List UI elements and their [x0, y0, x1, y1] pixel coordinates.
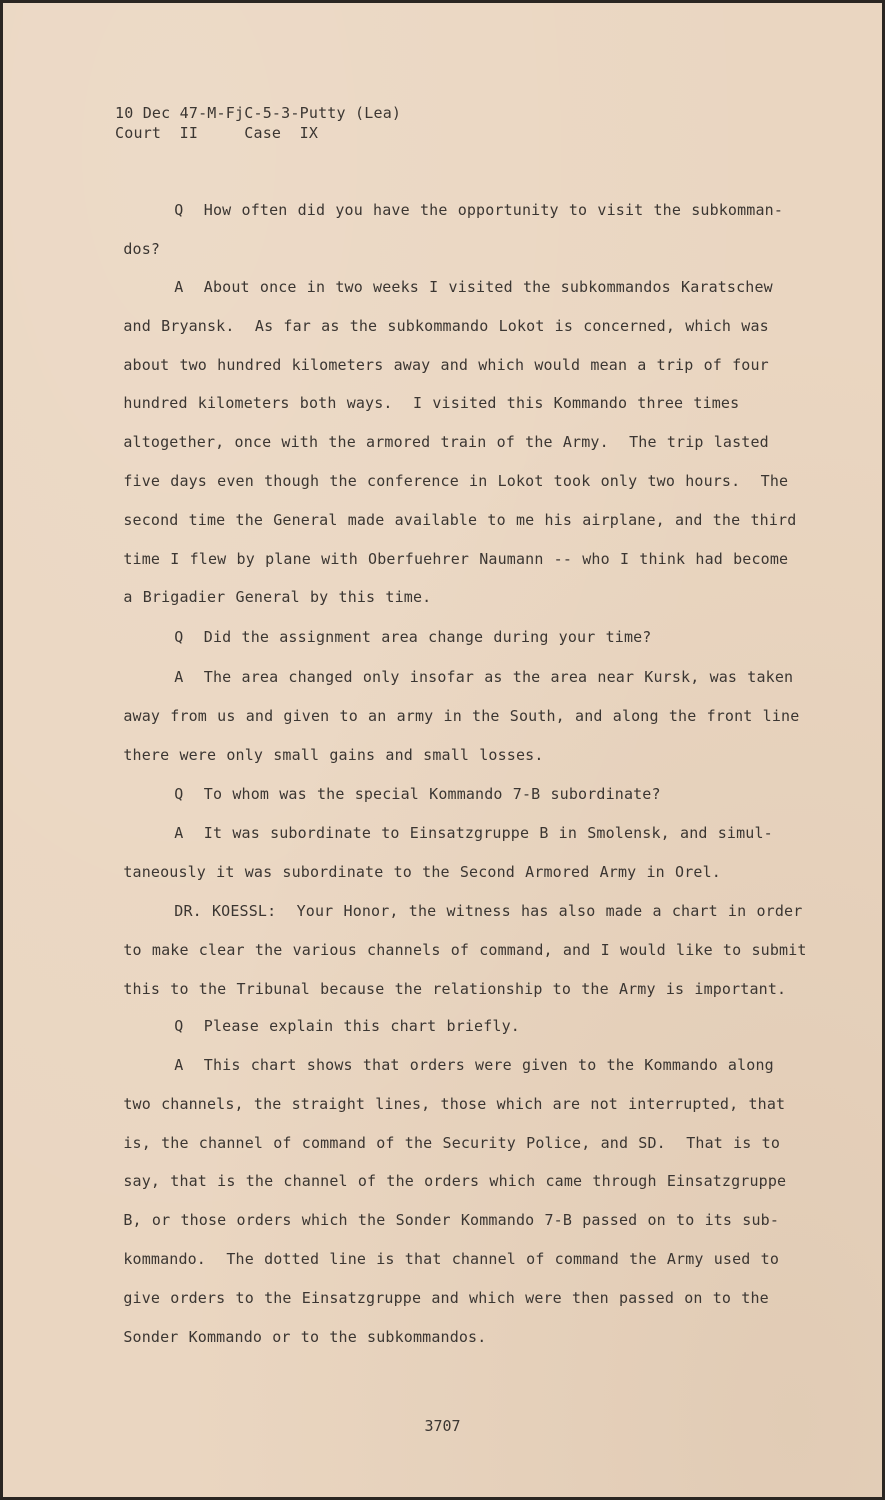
text-line: to make clear the various channels of command, and I would like to submit — [103, 940, 807, 959]
paragraph-question-visit-frequency — [103, 191, 821, 269]
text-line: kommando. The dotted line is that channel of command the Army used to — [103, 1249, 780, 1268]
text-line: Q How often did you have the opportunity to visit the subkomman- — [103, 201, 784, 219]
text-line: DR. KOESSL: Your Honor, the witness has also made a chart in order — [103, 902, 803, 920]
text-line: and Bryansk. As far as the subkommando Lokot is concerned, which was — [103, 316, 769, 335]
text-line: a Brigadier General by this time. — [103, 588, 432, 607]
paragraph-question-explain-chart — [103, 1007, 821, 1046]
text-line: A It was subordinate to Einsatzgruppe B in Smolensk, and simul- — [103, 824, 773, 842]
paragraph-answer-visits — [103, 268, 821, 617]
text-line: second time the General made available to me his airplane, and the third — [103, 510, 797, 529]
text-line: Q To whom was the special Kommando 7-B subordinate? — [103, 785, 661, 803]
text-line: Sonder Kommando or to the subkommandos. — [103, 1327, 487, 1346]
text-line: A The area changed only insofar as the area near Kursk, was taken — [103, 668, 794, 686]
header-court-case-line: Court II Case IX — [115, 124, 319, 142]
text-line: hundred kilometers both ways. I visited this Kommando three times — [103, 394, 740, 413]
document-page — [3, 3, 882, 1497]
text-line: five days even though the conference in Lokot took only two hours. The — [103, 471, 789, 490]
paragraph-question-subordinate — [103, 775, 821, 814]
text-line: altogether, once with the armored train of the Army. The trip lasted — [103, 433, 769, 452]
text-line: this to the Tribunal because the relationship to the Army is important. — [103, 979, 787, 998]
text-line: say, that is the channel of the orders which came through Einsatzgruppe — [103, 1172, 787, 1191]
paragraph-koessl-statement — [103, 892, 821, 1008]
paragraph-answer-chart-explanation — [103, 1046, 821, 1356]
text-line: is, the channel of command of the Security Police, and SD. That is to — [103, 1133, 781, 1152]
text-line: A This chart shows that orders were given to the Kommando along — [103, 1056, 774, 1074]
text-line: away from us and given to an army in the South, and along the front line — [103, 706, 800, 725]
text-line: two channels, the straight lines, those which are not interrupted, that — [103, 1094, 786, 1113]
text-line: A About once in two weeks I visited the subkommandos Karatschew — [103, 278, 773, 296]
paragraph-answer-subordinate — [103, 814, 821, 892]
text-line: Q Please explain this chart briefly. — [103, 1017, 520, 1035]
paragraph-question-area-change — [103, 618, 821, 657]
text-line: taneously it was subordinate to the Second Armored Army in Orel. — [103, 862, 721, 881]
header-reference-line: 10 Dec 47-M-FjC-5-3-Putty (Lea) — [115, 104, 402, 122]
text-line: dos? — [103, 239, 161, 258]
text-line: Q Did the assignment area change during your time? — [103, 628, 652, 646]
page-number: 3707 — [424, 1417, 461, 1435]
text-line: give orders to the Einsatzgruppe and which were then passed on to the — [103, 1288, 769, 1307]
paragraph-answer-area-change — [103, 658, 821, 774]
text-line: time I flew by plane with Oberfuehrer Naumann -- who I think had become — [103, 549, 789, 568]
text-line: there were only small gains and small losses. — [103, 745, 544, 764]
text-line: B, or those orders which the Sonder Kommando 7-B passed on to its sub- — [103, 1211, 780, 1230]
text-line: about two hundred kilometers away and which would mean a trip of four — [103, 355, 769, 374]
